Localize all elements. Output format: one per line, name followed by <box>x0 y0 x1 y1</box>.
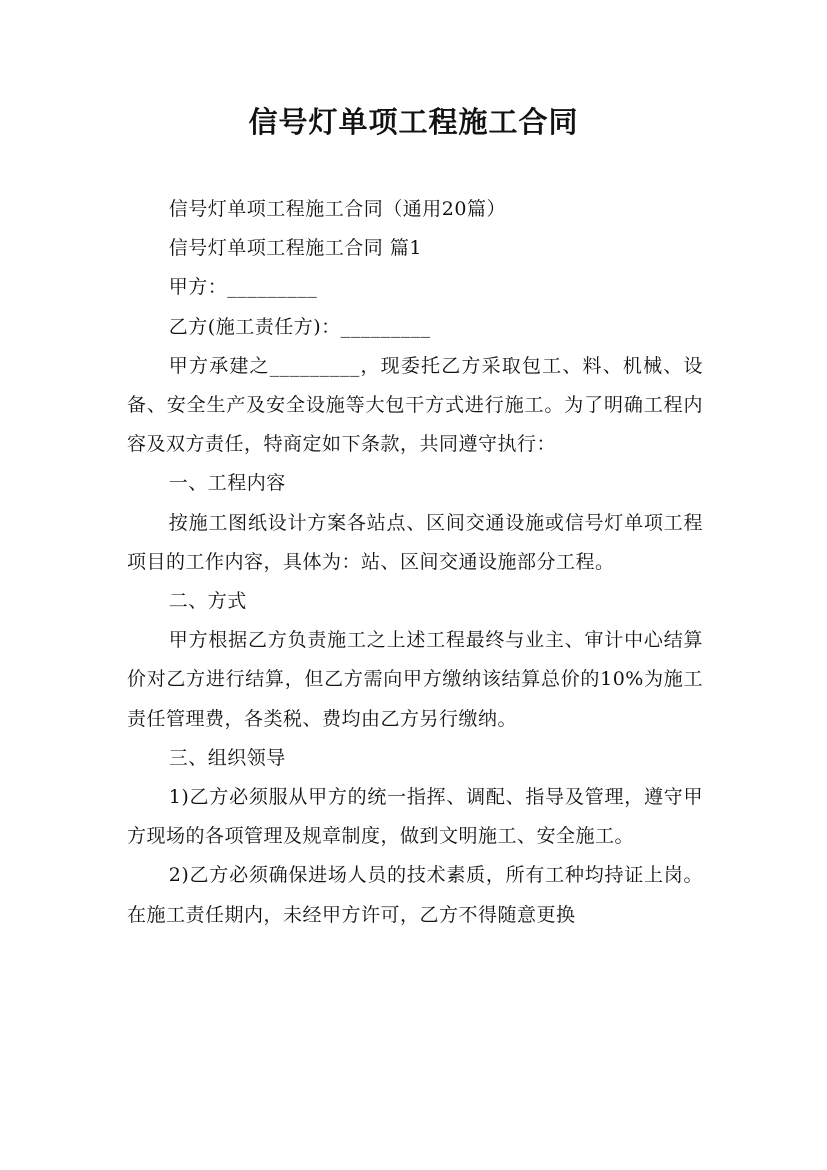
section-heading-article-1: 信号灯单项工程施工合同 篇1 <box>168 237 422 260</box>
method-paragraph: 甲方根据乙方负责施工之上述工程最终与业主、审计中心结算价对乙方进行结算，但乙方需向甲方缴纳该结算总价的10%为施工责任管理费，各类税、费均由乙方另行缴纳。 <box>127 629 703 730</box>
organization-item-1: 1)乙方必须服从甲方的统一指挥、调配、指导及管理，遵守甲方现场的各项管理及规章制度，做到文明施工、安全施工。 <box>127 786 703 848</box>
document-title: 信号灯单项工程施工合同 <box>248 105 579 139</box>
party-a-line: 甲方：_________ <box>168 276 318 299</box>
section-heading-project-content: 一、工程内容 <box>168 472 286 495</box>
subtitle-paragraph: 信号灯单项工程施工合同（通用20篇） <box>168 198 506 220</box>
section-heading-organization: 三、组织领导 <box>168 746 286 769</box>
section-heading-method: 二、方式 <box>168 590 247 613</box>
party-b-line: 乙方(施工责任方)：_________ <box>168 315 431 338</box>
organization-item-2: 2)乙方必须确保进场人员的技术素质，所有工种均持证上岗。在施工责任期内，未经甲方许可，乙方不得随意更换 <box>127 864 703 926</box>
intro-paragraph: 甲方承建之_________，现委托乙方采取包工、料、机械、设备、安全生产及安全设施等大包干方式进行施工。为了明确工程内容及双方责任，特商定如下条款，共同遵守执行： <box>127 354 703 456</box>
document-body <box>127 190 703 935</box>
project-content-paragraph: 按施工图纸设计方案各站点、区间交通设施或信号灯单项工程项目的工作内容，具体为：站、区间交通设施部分工程。 <box>127 511 703 573</box>
